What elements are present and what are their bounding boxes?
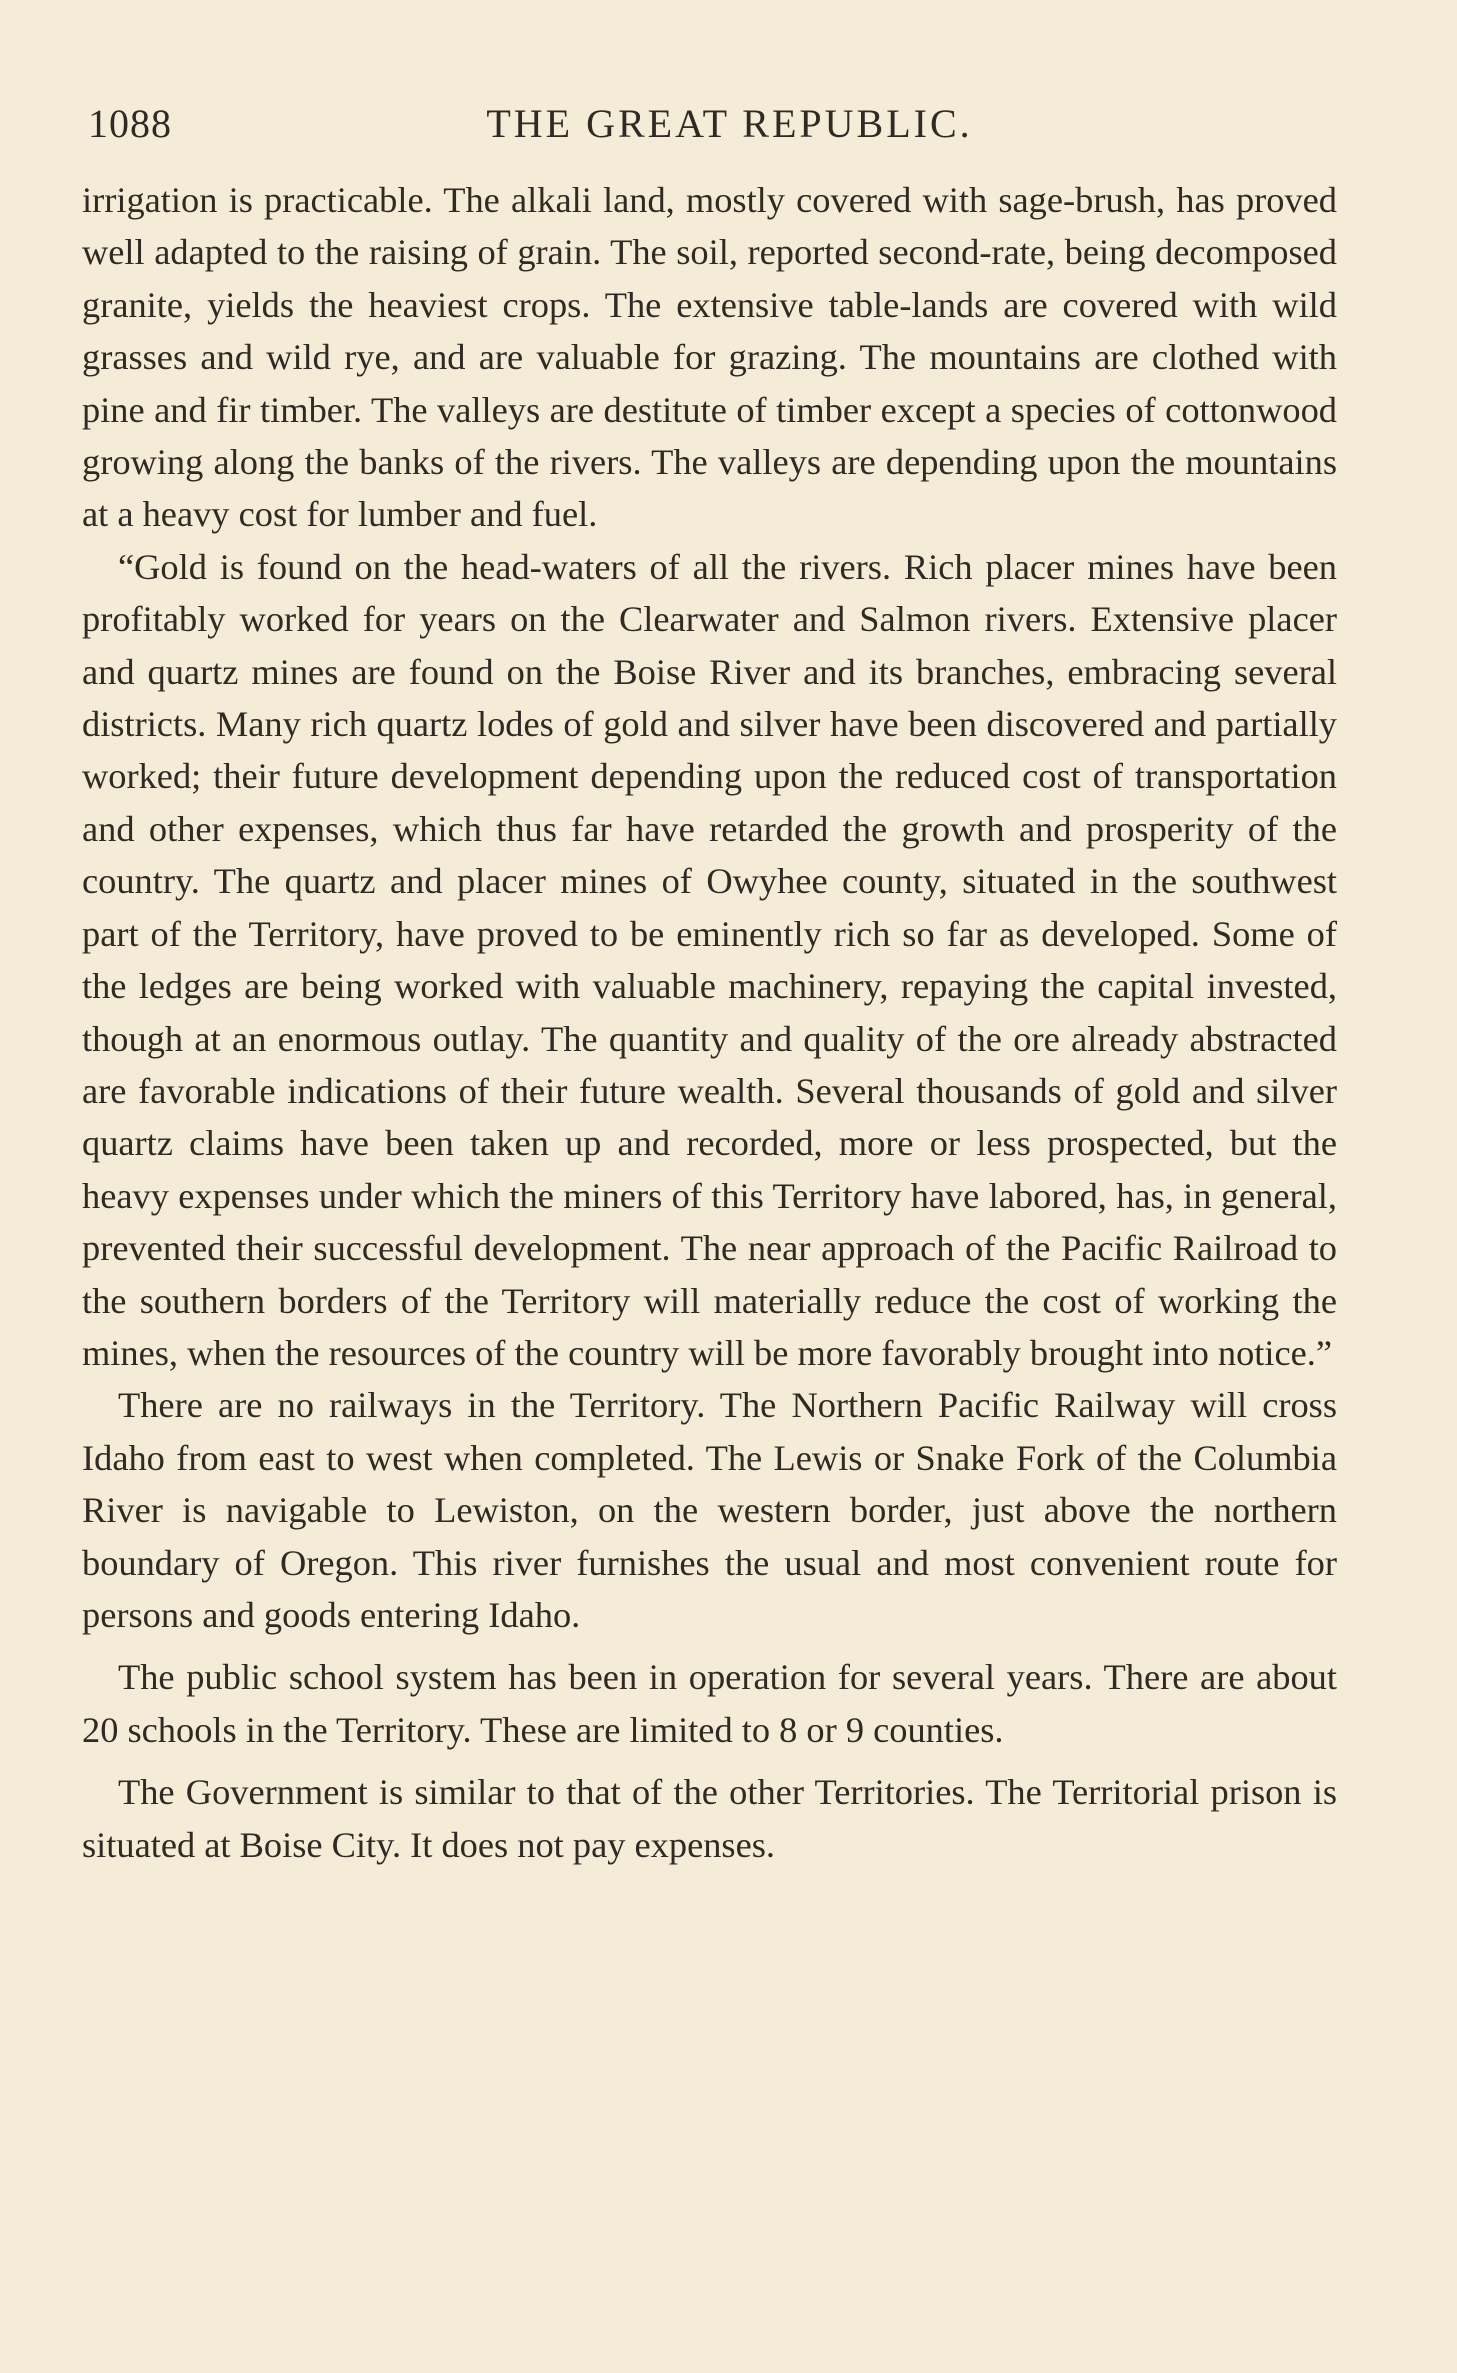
book-page (82, 98, 1337, 1871)
paragraph-gap (82, 1641, 1337, 1651)
paragraph-schools: The public school system has been in operation for several years. There are about 20 schools in the Territory. These are limited to 8 or 9 counties. (82, 1657, 1337, 1750)
page-number: 1088 (88, 101, 172, 146)
paragraph-government: The Government is similar to that of the other Territories. The Territorial prison is situated at Boise City. It does not pay expenses. (82, 1772, 1337, 1865)
body-text (82, 174, 1337, 1871)
paragraph-gold-quote: “Gold is found on the head-waters of all the rivers. Rich placer mines have been profitably worked for years on the Clearwater and Salmon rivers. Extensive placer and quartz mines are found on the Boise River and its branches, embracing several districts. Many rich quartz lodes of gold and silver have been discovered and partially worked; their future development depending upon the reduced cost of transportation and other expenses, which thus far have retarded the growth and prosperity of the country. The quartz and placer mines of Owyhee county, situated in the southwest part of the Territory, have proved to be eminently rich so far as developed. Some of the ledges are being worked with valuable machinery, repaying the capital invested, though at an enormous outlay. The quantity and quality of the ore already abstracted are favorable indications of their future wealth. Several thousands of gold and silver quartz claims have been taken up and recorded, more or less prospected, but the heavy expenses under which the miners of this Territory have labored, has, in general, prevented their successful development. The near approach of the Pacific Railroad to the southern borders of the Territory will materially reduce the cost of working the mines, when the resources of the country will be more favorably brought into notice.” (82, 546, 1337, 1373)
running-head (82, 98, 1337, 156)
paragraph-gap (82, 1756, 1337, 1766)
paragraph-irrigation: irrigation is practicable. The alkali land, mostly covered with sage-brush, has proved well adapted to the raising of grain. The soil, reported second-rate, being decomposed granite, yields the heaviest crops. The extensive table-lands are covered with wild grasses and wild rye, and are valuable for grazing. The mountains are clothed with pine and fir timber. The valleys are destitute of timber except a species of cottonwood growing along the banks of the rivers. The valleys are depending upon the mountains at a heavy cost for lumber and fuel. (82, 180, 1337, 535)
paragraph-railways: There are no railways in the Territory. The Northern Pacific Railway will cross Idaho from east to west when completed. The Lewis or Snake Fork of the Columbia River is navigable to Lewiston, on the western border, just above the northern boundary of Oregon. This river furnishes the usual and most convenient route for persons and goods entering Idaho. (82, 1385, 1337, 1635)
running-title: THE GREAT REPUBLIC. (486, 101, 973, 146)
